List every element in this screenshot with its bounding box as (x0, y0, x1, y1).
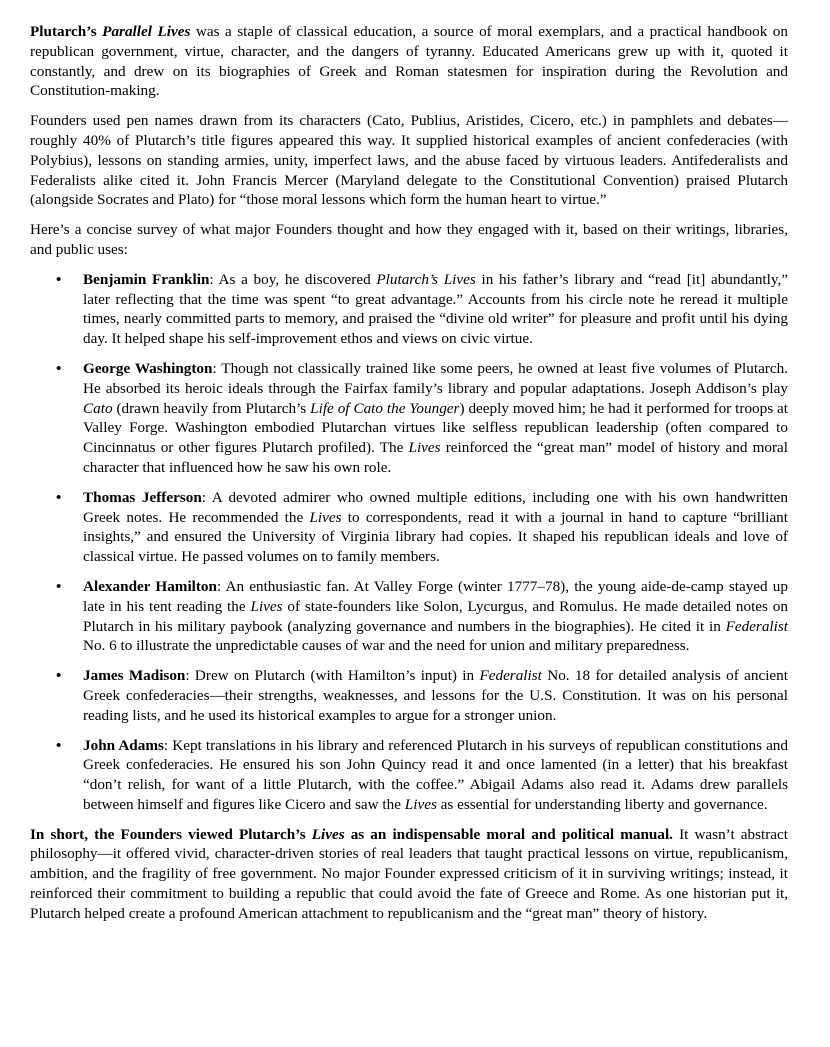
text-run: Lives (250, 597, 283, 615)
list-item-madison (83, 666, 788, 725)
text-run: Federalist (479, 667, 542, 685)
text-run: Cato (83, 399, 113, 417)
founders-list (30, 270, 788, 815)
text-run: Founders used pen names drawn from its characters (Cato, Publius, Aristides, Cicero, etc.) in pamphlets and debates—roughly 40% of Plutarch’s title figures appeared this way. It supplied historical examples of ancient confederacies (with Polybius), lessons on standing armies, unity, imperfect laws, and the abuse faced by virtuous leaders. Antifederalists and Federalists alike cited it. John Francis Mercer (Maryland delegate to the Constitutional Convention) praised Plutarch (alongside Socrates and Plato) for “those moral lessons which form the human heart to virtue.” (30, 112, 788, 209)
text-run: as an indispensable moral and political manual. (344, 825, 673, 843)
text-run: ) deeply moved him; he had it performed for troops at Valley Forge. Washington embodied Plutarchan virtues like selfless republican leadership (often compared to Cincinnatus or other figures Plutarch profiled). The (83, 399, 789, 457)
list-item-jefferson (83, 488, 788, 567)
text-run: was a staple of classical education, a source of moral exemplars, and a practical handbook on republican government, virtue, character, and the dangers of tyranny. Educated Americans grew up with it, quoted it constantly, and drew on its biographies of Greek and Roman statesmen for inspiration during the Revolution and Constitution-making. (30, 23, 788, 100)
intro-paragraph (30, 22, 788, 101)
run-heading: George Washington (83, 359, 213, 377)
text-run: : A devoted admirer who owned multiple editions, including one with his own handwritten Greek notes. He recommended the (83, 488, 788, 526)
text-run: Life of Cato the Younger (310, 399, 460, 417)
list-item-adams (83, 736, 788, 815)
text-run: No. 18 for detailed analysis of ancient Greek confederacies—their strengths, weaknesses, and lessons for the U.S. Constitution. It was on his personal reading lists, and he used its historical examples to argue for a stronger union. (83, 667, 788, 724)
text-run: No. 6 to illustrate the unpredictable causes of war and the need for union and military preparedness. (83, 637, 690, 655)
run-heading: Alexander Hamilton (83, 577, 217, 595)
text-run: : Though not classically trained like some peers, he owned at least five volumes of Plutarch. He absorbed its heroic ideals through the Fairfax family’s library and popular adaptations. Joseph Addison’s play (83, 359, 788, 397)
text-run: reinforced the “great man” model of history and moral character that influenced how he saw his own role. (83, 439, 789, 476)
text-run: (drawn heavily from Plutarch’s (112, 399, 311, 417)
text-run: in his father’s library and “read [it] abundantly,” later reflecting that the time was spent “to great advantage.” Accounts from his circle note he reread it multiple times, nearly committed parts to memory, and praised the “divine old writer” for pleasure and profit until his dying day. It helped shape his self-improvement ethos and views on civic virtue. (83, 270, 789, 348)
text-run: of state-founders like Solon, Lycurgus, and Romulus. He made detailed notes on Plutarch in his military paybook (analyzing governance and numbers in the biographies). He cited it in (83, 597, 788, 635)
text-run: Lives (311, 825, 345, 843)
survey-intro-paragraph (30, 220, 788, 260)
list-item-hamilton (83, 577, 788, 656)
run-heading: John Adams (83, 736, 164, 754)
text-run: Plutarch’s Lives (376, 270, 476, 288)
text-run: Lives (404, 795, 437, 813)
run-heading: James Madison (83, 667, 186, 685)
text-run: : Drew on Plutarch (with Hamilton’s input) in (185, 667, 480, 685)
text-run: Here’s a concise survey of what major Founders thought and how they engaged with it, based on their writings, libraries, and public uses: (30, 221, 788, 258)
text-run: as essential for understanding liberty and governance. (436, 795, 768, 813)
text-run: It wasn’t abstract philosophy—it offered vivid, character-driven stories of real leaders that taught practical lessons on virtue, republicanism, ambition, and the fragility of free government. No major Founder expressed criticism of it in surviving writings; instead, it reinforced their commitment to building a republic that could avoid the fate of Greece and Rome. As one historian put it, Plutarch helped create a profound American attachment to republicanism and the “great man” theory of history. (30, 825, 788, 922)
text-run: Parallel Lives (102, 23, 191, 40)
text-run: Lives (408, 439, 441, 457)
pen-names-paragraph (30, 111, 788, 210)
text-run: Lives (309, 508, 342, 526)
list-item-washington (83, 359, 788, 478)
list-item-franklin (83, 270, 788, 349)
text-run: : An enthusiastic fan. At Valley Forge (winter 1777–78), the young aide-de-camp stayed up late in his tent reading the (83, 577, 788, 615)
conclusion-paragraph (30, 825, 788, 924)
run-heading: Thomas Jefferson (83, 488, 202, 506)
text-run: : As a boy, he discovered (209, 270, 377, 288)
run-heading: Plutarch’s (30, 23, 103, 40)
run-heading: Benjamin Franklin (83, 270, 210, 288)
text-run: Federalist (725, 617, 788, 635)
text-run: : Kept translations in his library and referenced Plutarch in his surveys of republican constitutions and Greek confederacies. He ensured his son John Quincy read it and once lamented (in a letter) that his breakfast “don’t relish, for want of a little Plutarch, with the coffee.” Abigail Adams also read it. Adams drew parallels between himself and figures like Cicero and saw the (83, 736, 788, 813)
run-heading: In short, the Founders viewed Plutarch’s (30, 825, 312, 843)
text-run: to correspondents, read it with a journal in hand to capture “brilliant insights,” and ensured the University of Virginia library had copies. It shaped his republican ideals and love of classical virtue. He passed volumes on to family members. (83, 508, 788, 566)
